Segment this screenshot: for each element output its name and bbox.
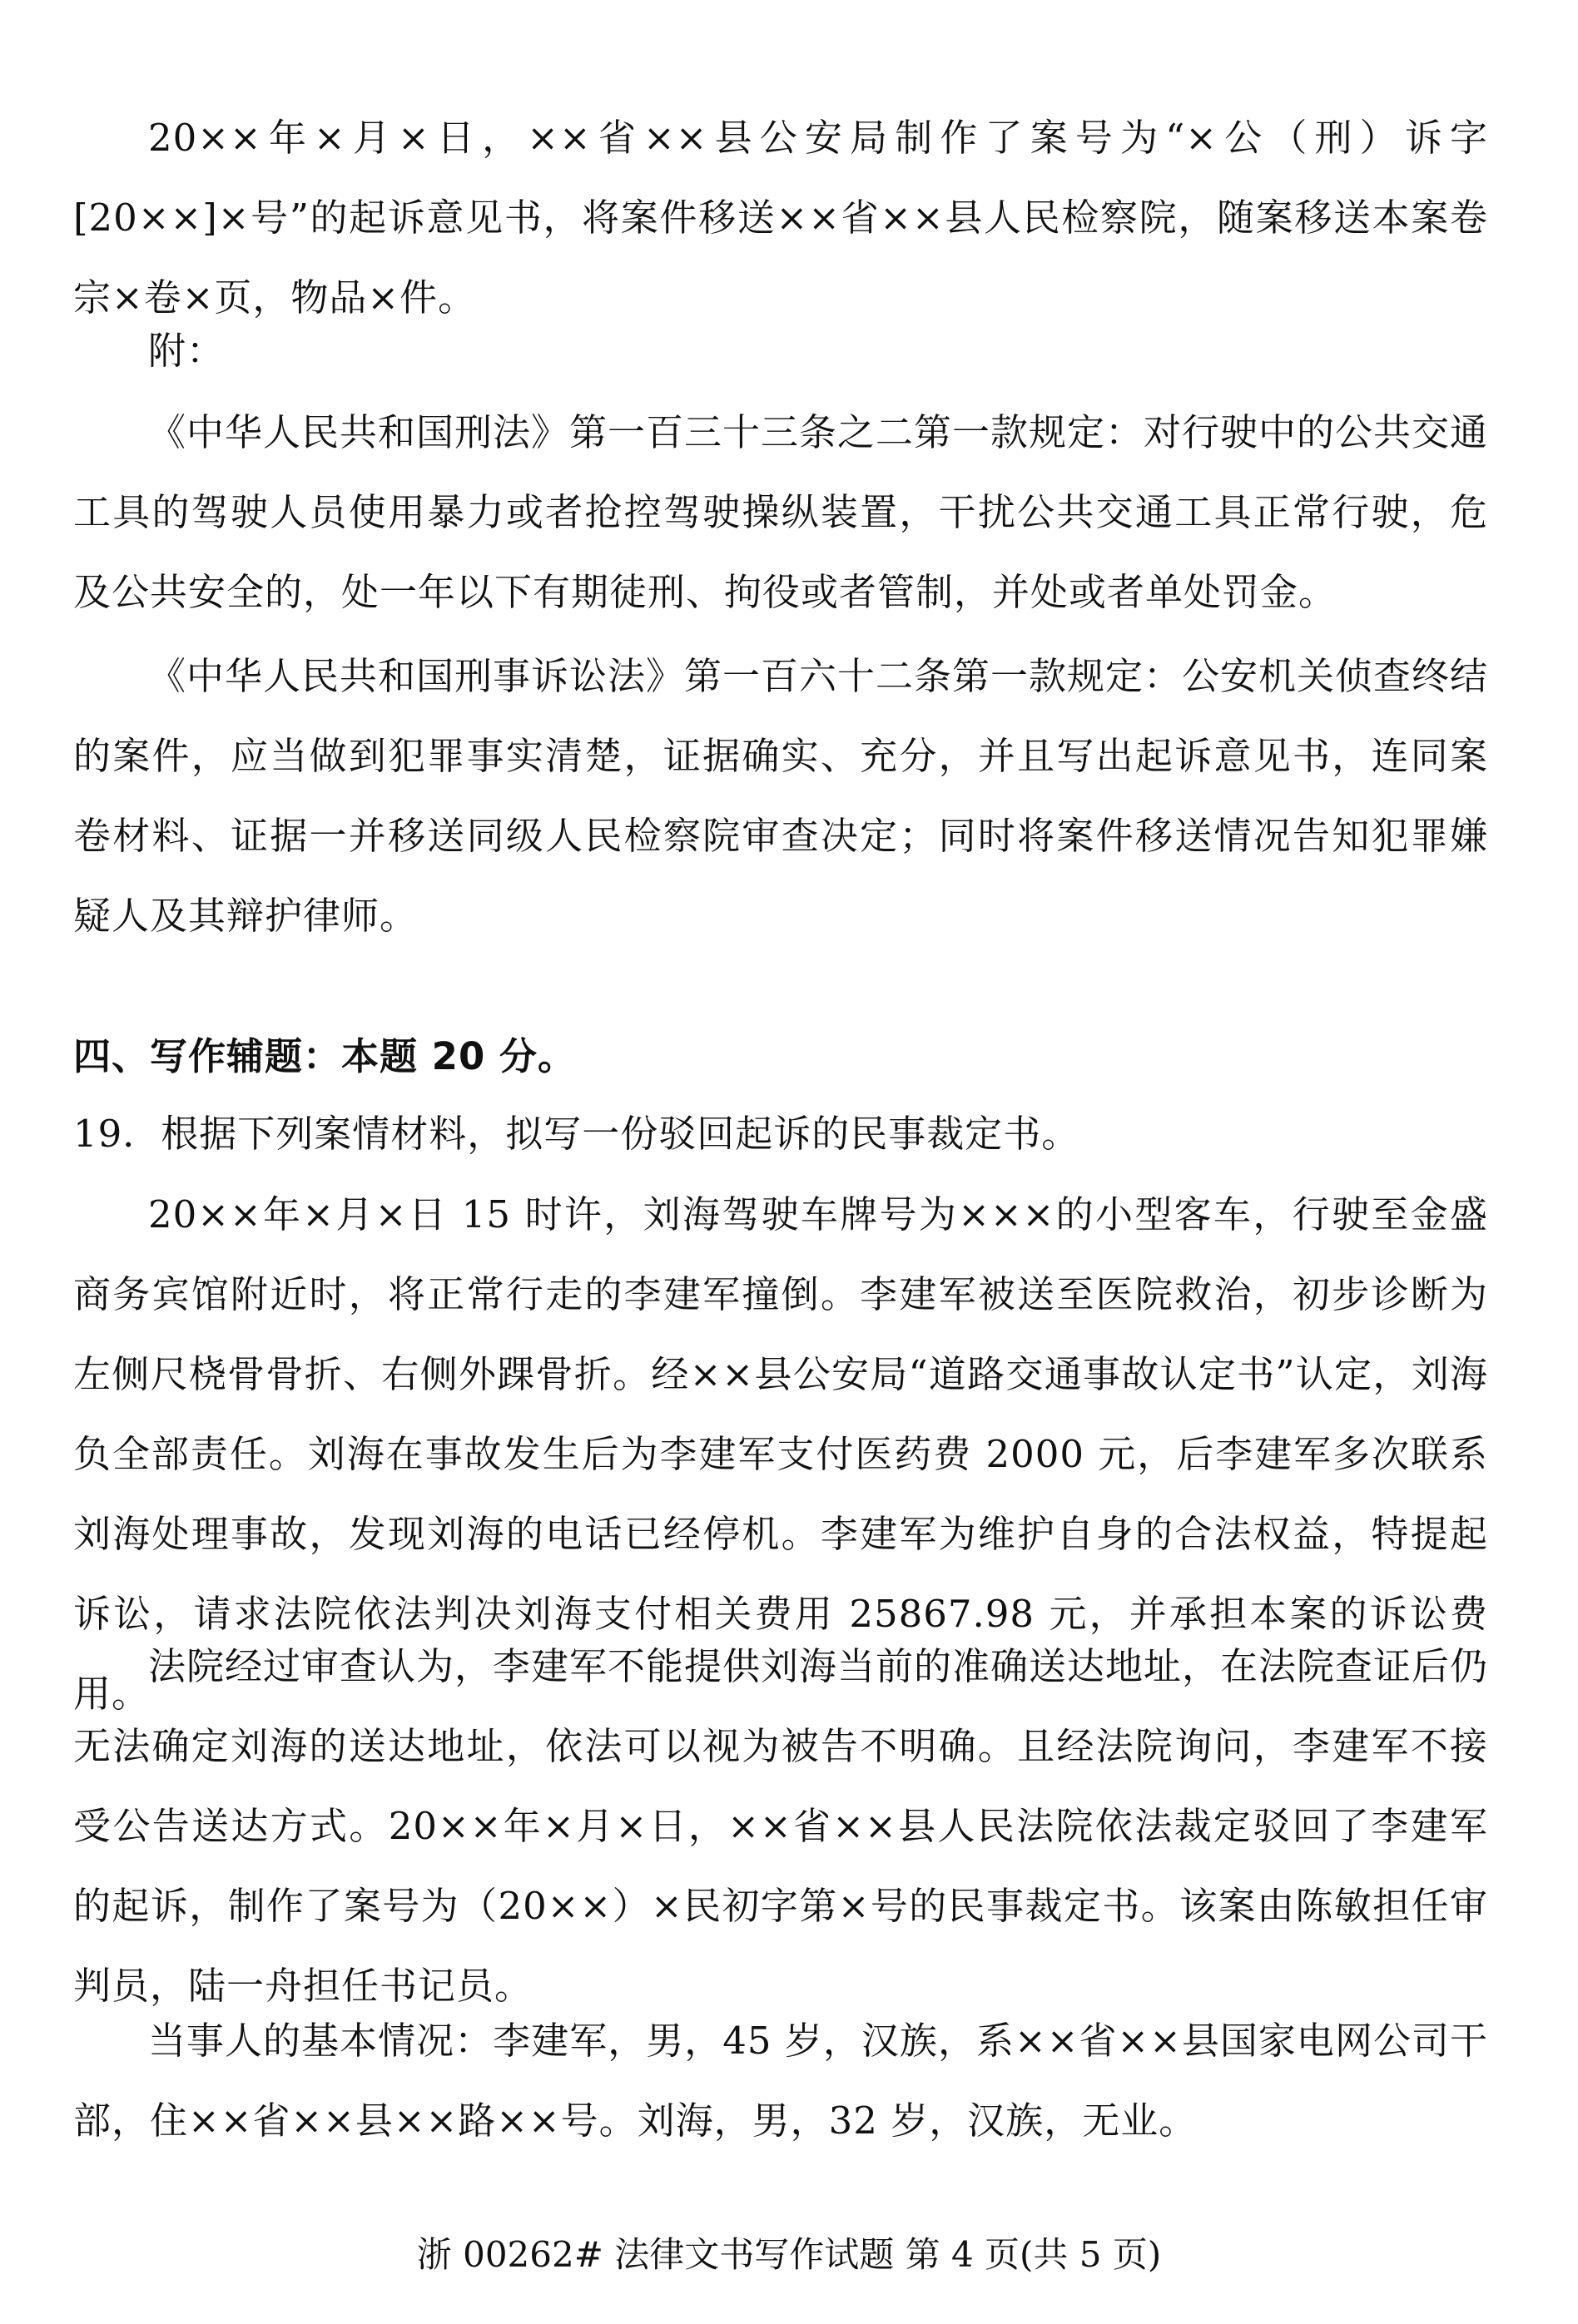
section-heading: 四、写作辅题：本题 20 分。 (73, 1034, 576, 1078)
question-19: 19．根据下列案情材料，拟写一份驳回起诉的民事裁定书。 (73, 1112, 1080, 1156)
law-citation-criminal-code: 《中华人民共和国刑法》第一百三十三条之二第一款规定：对行驶中的公共交通工具的驾驶人员使用暴力或者抢控驾驶操纵装置，干扰公共交通工具正常行驶，危及公共安全的，处一年以下有期徒刑、拘役或者管制，并处或者单处罚金。 (73, 410, 1489, 614)
court-review-paragraph: 法院经过审查认为，李建军不能提供刘海当前的准确送达地址，在法院查证后仍无法确定刘海的送达地址，依法可以视为被告不明确。且经法院询问，李建军不接受公告送达方式。20××年×月×日，××省××县人民法院依法裁定驳回了李建军的起诉，制作了案号为（20××）×民初字第×号的民事裁定书。该案由陈敏担任审判员，陆一舟担任书记员。 (73, 1644, 1489, 2008)
parties-info-paragraph: 当事人的基本情况：李建军，男，45 岁，汉族，系××省××县国家电网公司干部，住××省××县××路××号。刘海，男，32 岁，汉族，无业。 (73, 2019, 1488, 2143)
law-citation-criminal-procedure: 《中华人民共和国刑事诉讼法》第一百六十二条第一款规定：公安机关侦查终结的案件，应当做到犯罪事实清楚，证据确实、充分，并且写出起诉意见书，连同案卷材料、证据一并移送同级人民检察院审查决定；同时将案件移送情况告知犯罪嫌疑人及其辩护律师。 (73, 654, 1489, 938)
paragraph-case-transfer: 20××年×月×日，××省××县公安局制作了案号为“×公（刑）诉字[20××]×号”的起诉意见书，将案件移送××省××县人民检察院，随案移送本案卷宗×卷×页，物品×件。 (73, 116, 1488, 320)
case-facts-paragraph: 20××年×月×日 15 时许，刘海驾驶车牌号为×××的小型客车，行驶至金盛商务宾馆附近时，将正常行走的李建军撞倒。李建军被送至医院救治，初步诊断为左侧尺桡骨骨折、右侧外踝骨折。经××县公安局“道路交通事故认定书”认定，刘海负全部责任。刘海在事故发生后为李建军支付医药费 2000 元，后李建军多次联系刘海处理事故，发现刘海的电话已经停机。李建军为维护自身的合法权益，特提起诉讼，请求法院依法判决刘海支付相关费用 25867.98 元，并承担本案的诉讼费用。 (73, 1192, 1488, 1716)
page-footer: 浙 00262# 法律文书写作试题 第 4 页(共 5 页) (416, 2234, 1162, 2275)
appendix-label: 附： (148, 329, 226, 373)
